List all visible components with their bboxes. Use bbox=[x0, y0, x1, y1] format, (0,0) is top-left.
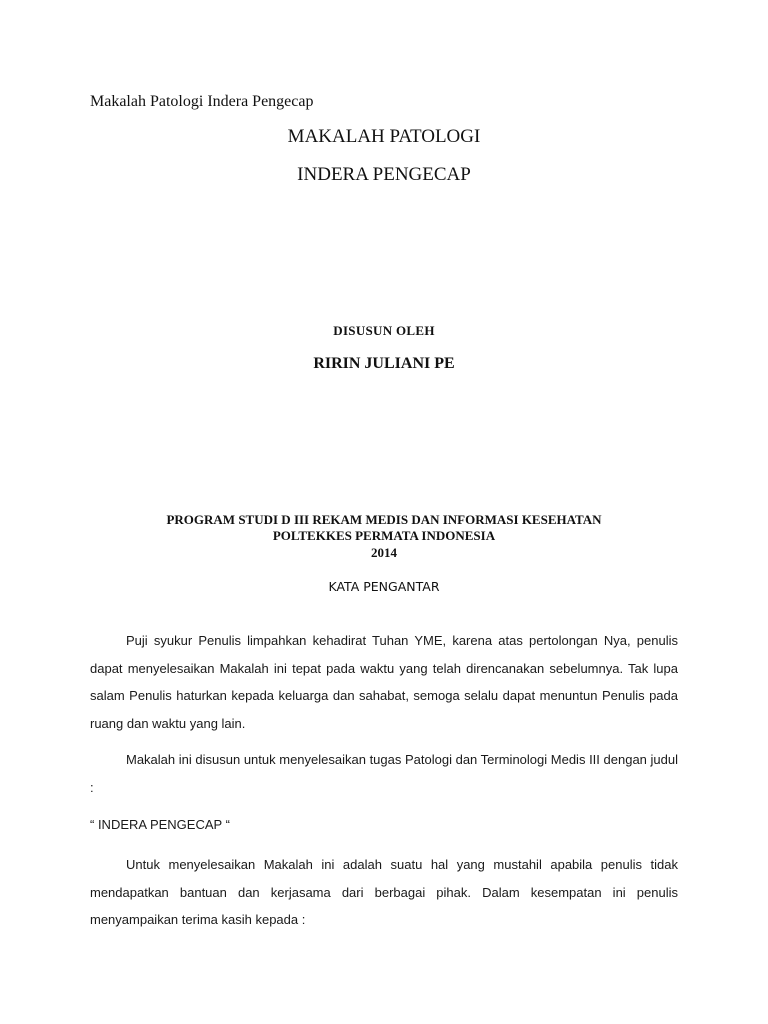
author-name: RIRIN JULIANI PE bbox=[313, 355, 455, 372]
document-year: 2014 bbox=[371, 545, 397, 560]
section-heading: KATA PENGANTAR bbox=[328, 579, 440, 594]
title-line-1: MAKALAH PATOLOGI bbox=[287, 126, 481, 147]
paragraph-2: Makalah ini disusun untuk menyelesaikan tugas Patologi dan Terminologi Medis III dengan judul : bbox=[90, 752, 678, 795]
title-line-2: INDERA PENGECAP bbox=[297, 164, 471, 185]
prepared-by-label: DISUSUN OLEH bbox=[333, 323, 435, 338]
document-header: Makalah Patologi Indera Pengecap bbox=[90, 93, 314, 110]
institution-name: POLTEKKES PERMATA INDONESIA bbox=[272, 528, 496, 543]
paragraph-title-quote: “ INDERA PENGECAP “ bbox=[90, 817, 230, 832]
institution-program: PROGRAM STUDI D III REKAM MEDIS DAN INFORMASI KESEHATAN bbox=[166, 512, 602, 527]
paragraph-3: Untuk menyelesaikan Makalah ini adalah suatu hal yang mustahil apabila penulis tidak mendapatkan bantuan dan kerjasama dari berbagai pihak. Dalam kesempatan ini penulis menyampaikan terima kasih kepada : bbox=[90, 857, 678, 927]
paragraph-1: Puji syukur Penulis limpahkan kehadirat Tuhan YME, karena atas pertolongan Nya, penulis dapat menyelesaikan Makalah ini tepat pada waktu yang telah direncanakan sebelumnya. Tak lupa salam Penulis haturkan kepada keluarga dan sahabat, semoga selalu dapat menuntun Penulis pada ruang dan waktu yang lain. bbox=[90, 633, 678, 731]
